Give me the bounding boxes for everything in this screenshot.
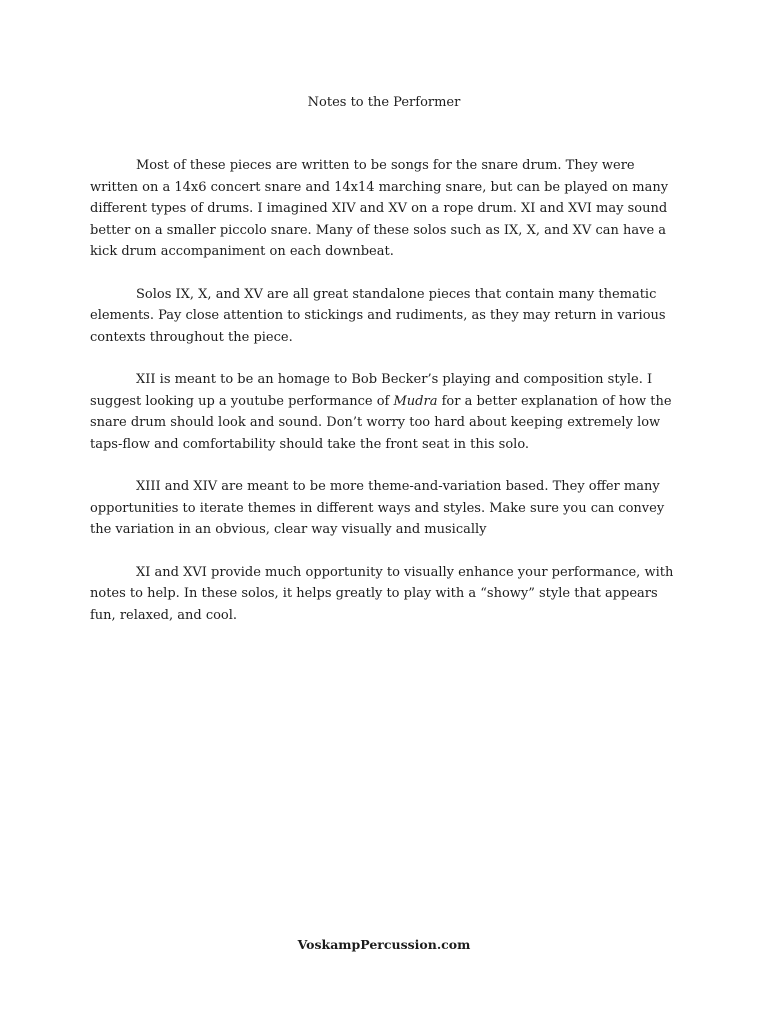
paragraph-instrument-notes: Most of these pieces are written to be songs for the snare drum. They were written on a 14x6 concert snare and 14x14 marching snare, but can be played on many different types of drums. I imagined XIV and XV on a rope drum. XI and XVI may sound better on a smaller piccolo snare. Many of these solos such as IX, X, and XV can have a kick drum accompaniment on each downbeat. [90,158,669,259]
footer-website: VoskampPercussion.com [297,937,471,952]
paragraph-standalone-pieces: Solos IX, X, and XV are all great standalone pieces that contain many thematic elements. Pay close attention to stickings and rudiments, as they may return in various contexts throughout the piece. [90,286,666,345]
mudra-title: Mudra [393,393,438,409]
paragraph-becker-homage [90,369,678,455]
paragraph-becker-text-after: for a better explanation of how the snare drum should look and sound. Don’t worry too hard about keeping extremely low taps-flow and comfortability should take the front seat in this solo. [90,393,672,452]
body-text [90,155,678,647]
paragraph-visual-performance: XI and XVI provide much opportunity to visually enhance your performance, with notes to help. In these solos, it helps greatly to play with a “showy” style that appears fun, relaxed, and cool. [90,564,674,623]
paragraph-theme-variation: XIII and XIV are meant to be more theme-and-variation based. They offer many opportunities to iterate themes in different ways and styles. Make sure you can convey the variation in an obvious, clear way visually and musically [90,479,665,537]
paragraph-becker-text-before: XII is meant to be an homage to Bob Becker’s playing and composition style. I suggest looking up a youtube performance of [90,372,653,409]
page-title: Notes to the Performer [307,95,461,110]
